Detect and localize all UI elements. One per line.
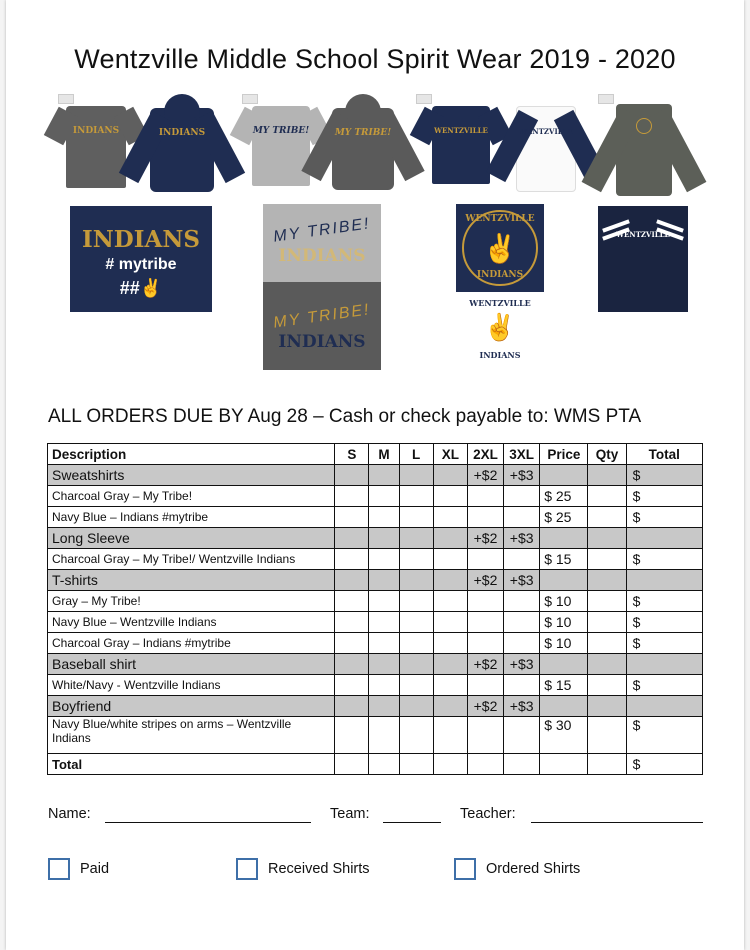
qty-cell [588,570,626,591]
column-header: 2XL [467,444,503,465]
size-cell [335,696,369,717]
qty-cell [588,465,626,486]
item-total: $ [626,612,702,633]
qty-input-cell[interactable] [588,717,626,754]
empty-cell [399,754,433,775]
received-checkbox-group [236,858,370,880]
qty-input-cell[interactable] [588,612,626,633]
size-quantity-cell[interactable] [369,612,399,633]
surcharge-3xl: +$3 [504,696,540,717]
price-cell [540,465,588,486]
photo-tag [416,94,432,104]
item-description: Navy Blue – Indians #mytribe [48,507,335,528]
item-description: Charcoal Gray – Indians #mytribe [48,633,335,654]
qty-input-cell[interactable] [588,633,626,654]
page-title: Wentzville Middle School Spirit Wear 2019 - 2020 [74,44,676,74]
ordered-checkbox-group [454,858,580,880]
qty-input-cell[interactable] [588,675,626,696]
category-row [48,570,703,591]
size-quantity-cell[interactable] [433,507,467,528]
item-price: $ 15 [540,549,588,570]
logo-wentzville-navy: WENTZVILLE ✌ INDIANS [456,204,544,292]
size-quantity-cell[interactable] [369,633,399,654]
table-row [48,612,703,633]
category-row [48,528,703,549]
total-cell [626,654,702,675]
size-quantity-cell[interactable] [467,486,503,507]
table-row [48,591,703,612]
size-quantity-cell[interactable] [369,507,399,528]
surcharge-3xl: +$3 [504,465,540,486]
size-cell [433,570,467,591]
paid-checkbox-group [48,858,109,880]
total-cell [626,528,702,549]
item-total: $ [626,591,702,612]
size-cell [369,570,399,591]
size-quantity-cell[interactable] [433,675,467,696]
empty-cell [504,754,540,775]
qty-input-cell[interactable] [588,549,626,570]
size-cell [433,465,467,486]
photo-tag [58,94,74,104]
size-quantity-cell[interactable] [504,591,540,612]
empty-cell [467,754,503,775]
table-row [48,549,703,570]
qty-cell [588,654,626,675]
size-quantity-cell[interactable] [399,612,433,633]
table-row [48,486,703,507]
price-cell [540,570,588,591]
size-quantity-cell[interactable] [504,633,540,654]
item-price: $ 10 [540,612,588,633]
price-cell [540,696,588,717]
size-quantity-cell[interactable] [467,633,503,654]
qty-cell [588,528,626,549]
category-row [48,465,703,486]
item-price: $ 25 [540,507,588,528]
item-total: $ [626,486,702,507]
orders-due-note: ALL ORDERS DUE BY Aug 28 – Cash or check payable to: WMS PTA [48,406,642,427]
size-quantity-cell[interactable] [335,507,369,528]
size-quantity-cell[interactable] [467,675,503,696]
empty-cell [335,754,369,775]
table-row [48,633,703,654]
category-label: Sweatshirts [48,465,335,486]
category-label: Long Sleeve [48,528,335,549]
category-label: T-shirts [48,570,335,591]
grand-total[interactable]: $ [626,754,702,775]
item-description: Gray – My Tribe! [48,591,335,612]
surcharge-3xl: +$3 [504,654,540,675]
item-description: Charcoal Gray – My Tribe!/ Wentzville Indians [48,549,335,570]
size-quantity-cell[interactable] [335,675,369,696]
size-cell [335,654,369,675]
item-price: $ 10 [540,591,588,612]
ordered-shirts-label: Ordered Shirts [486,861,581,877]
size-quantity-cell[interactable] [433,486,467,507]
size-quantity-cell[interactable] [335,633,369,654]
size-quantity-cell[interactable] [335,717,369,754]
item-description: Charcoal Gray – My Tribe! [48,486,335,507]
size-quantity-cell[interactable] [335,591,369,612]
size-quantity-cell[interactable] [399,486,433,507]
order-table [47,443,703,775]
total-cell [626,696,702,717]
column-header: S [335,444,369,465]
product-charcoal-hoodie: MY TRIBE! [332,108,394,190]
size-quantity-cell[interactable] [504,612,540,633]
item-description: White/Navy - Wentzville Indians [48,675,335,696]
product-baseball-shirt: WENTZVILLE [516,106,576,192]
received-shirts-label: Received Shirts [268,861,370,877]
paid-label: Paid [80,861,110,877]
price-cell [540,654,588,675]
size-cell [433,696,467,717]
size-cell [335,570,369,591]
size-cell [369,654,399,675]
total-cell [626,570,702,591]
size-quantity-cell[interactable] [433,717,467,754]
column-header: Total [626,444,702,465]
size-quantity-cell[interactable] [399,717,433,754]
size-cell [399,696,433,717]
category-label: Baseball shirt [48,654,335,675]
category-label: Boyfriend [48,696,335,717]
item-total: $ [626,717,702,754]
size-cell [369,465,399,486]
empty-cell [540,754,588,775]
qty-input-cell[interactable] [588,591,626,612]
size-cell [369,528,399,549]
size-quantity-cell[interactable] [467,591,503,612]
column-header: L [399,444,433,465]
size-quantity-cell[interactable] [399,507,433,528]
logo-mytribe-dark: MY TRIBE! INDIANS [263,282,381,370]
item-total: $ [626,549,702,570]
product-navy-tee: WENTZVILLE [432,106,490,184]
size-quantity-cell[interactable] [467,612,503,633]
table-row [48,675,703,696]
photo-tag [242,94,258,104]
column-header: XL [433,444,467,465]
column-header: Description [48,444,335,465]
received-shirts-checkbox[interactable] [236,858,258,880]
empty-cell [369,754,399,775]
size-cell [399,465,433,486]
surcharge-2xl: +$2 [467,654,503,675]
size-quantity-cell[interactable] [335,486,369,507]
column-header: 3XL [504,444,540,465]
paid-checkbox[interactable] [48,858,70,880]
item-description: Navy Blue/white stripes on arms – Wentzville Indians [48,717,335,754]
size-quantity-cell[interactable] [504,549,540,570]
photo-tag [598,94,614,104]
total-row [48,754,703,775]
size-cell [335,465,369,486]
size-cell [335,528,369,549]
table-row [48,507,703,528]
item-price: $ 30 [540,717,588,754]
item-description: Navy Blue – Wentzville Indians [48,612,335,633]
size-quantity-cell[interactable] [504,675,540,696]
size-quantity-cell[interactable] [399,591,433,612]
qty-input-cell[interactable] [588,507,626,528]
size-cell [433,654,467,675]
size-cell [369,696,399,717]
size-quantity-cell[interactable] [369,549,399,570]
size-cell [399,528,433,549]
size-quantity-cell[interactable] [399,633,433,654]
surcharge-3xl: +$3 [504,528,540,549]
name-field[interactable] [105,822,311,823]
size-cell [433,528,467,549]
size-quantity-cell[interactable] [433,549,467,570]
surcharge-2xl: +$2 [467,570,503,591]
table-row [48,717,703,754]
name-label: Name: [48,806,91,822]
ordered-shirts-checkbox[interactable] [454,858,476,880]
size-quantity-cell[interactable] [433,612,467,633]
price-cell [540,528,588,549]
column-header: M [369,444,399,465]
size-quantity-cell[interactable] [399,675,433,696]
product-charcoal-long-sleeve [616,104,672,196]
teacher-label: Teacher: [460,806,516,822]
size-quantity-cell[interactable] [504,486,540,507]
size-quantity-cell[interactable] [433,591,467,612]
size-cell [399,570,433,591]
logo-wentzville-white: WENTZVILLE ✌ INDIANS [462,296,538,366]
size-cell [399,654,433,675]
surcharge-2xl: +$2 [467,696,503,717]
size-quantity-cell[interactable] [467,549,503,570]
size-quantity-cell[interactable] [335,612,369,633]
column-header: Price [540,444,588,465]
surcharge-2xl: +$2 [467,465,503,486]
size-quantity-cell[interactable] [433,633,467,654]
size-quantity-cell[interactable] [369,591,399,612]
size-quantity-cell[interactable] [369,675,399,696]
surcharge-3xl: +$3 [504,570,540,591]
size-quantity-cell[interactable] [504,717,540,754]
qty-input-cell[interactable] [588,486,626,507]
empty-cell [433,754,467,775]
column-header: Qty [588,444,626,465]
product-charcoal-tee: INDIANS [66,106,126,188]
size-quantity-cell[interactable] [369,486,399,507]
total-cell: $ [626,465,702,486]
qty-cell [588,696,626,717]
team-field[interactable] [383,822,441,823]
logo-mytribe-light: MY TRIBE! INDIANS [263,204,381,282]
empty-cell [588,754,626,775]
size-quantity-cell[interactable] [335,549,369,570]
teacher-field[interactable] [531,822,703,823]
product-navy-hoodie: INDIANS [150,108,214,192]
product-gray-tee: MY TRIBE! [252,106,310,186]
total-label: Total [48,754,335,775]
item-total: $ [626,507,702,528]
item-total: $ [626,675,702,696]
table-header-row [48,444,703,465]
category-row [48,696,703,717]
size-quantity-cell[interactable] [467,507,503,528]
category-row [48,654,703,675]
size-quantity-cell[interactable] [369,717,399,754]
item-price: $ 25 [540,486,588,507]
item-price: $ 15 [540,675,588,696]
size-quantity-cell[interactable] [467,717,503,754]
team-label: Team: [330,806,370,822]
size-quantity-cell[interactable] [399,549,433,570]
surcharge-2xl: +$2 [467,528,503,549]
item-total: $ [626,633,702,654]
logo-boyfriend-shirt: WENTZVILLE [598,206,688,312]
logo-indians-mytribe: INDIANS # mytribe ##✌ [70,206,212,312]
size-quantity-cell[interactable] [504,507,540,528]
item-price: $ 10 [540,633,588,654]
